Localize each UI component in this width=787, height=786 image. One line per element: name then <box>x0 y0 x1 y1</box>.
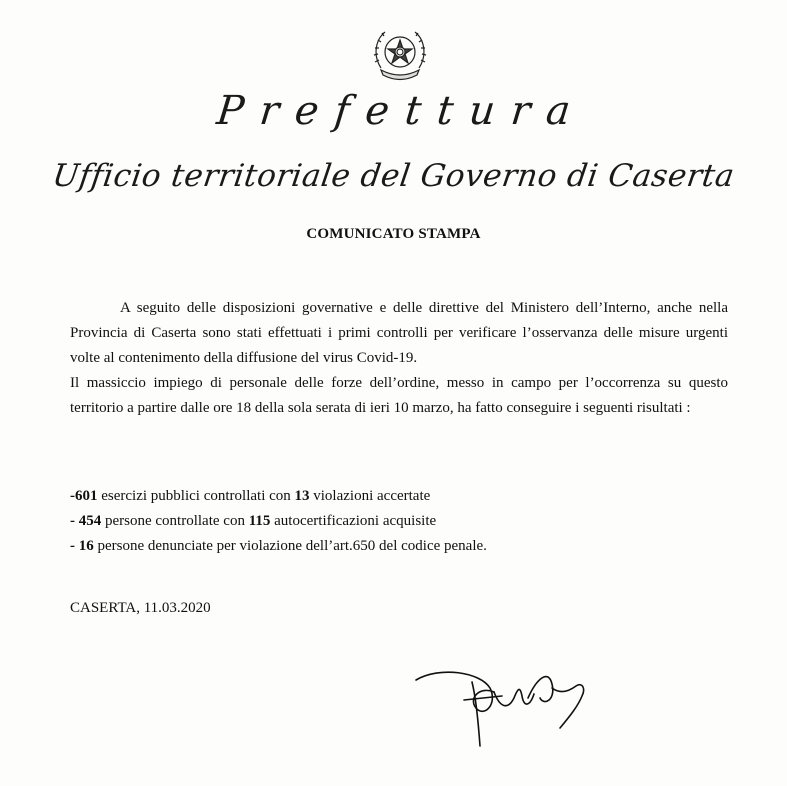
italian-republic-emblem-icon <box>371 24 429 84</box>
paragraph-operations: Il massiccio impiego di personale delle forze dell’ordine, messo in campo per l’occorrenza su questo territorio a partire dalle ore 18 della sola serata di ieri 10 marzo, ha fatto conseguire i seguenti risultati : <box>70 375 728 416</box>
document-heading: COMUNICATO STAMPA <box>306 226 481 242</box>
header-title: Prefettura <box>214 88 589 134</box>
place-date: CASERTA, 11.03.2020 <box>70 600 211 616</box>
paragraph-intro: A seguito delle disposizioni governative e delle direttive del Ministero dell’Interno, anche nella Provincia di Caserta sono stati effettuati i primi controlli per verificare l’osservanza delle misure urgenti volte al contenimento della diffusione del virus Covid-19. <box>70 300 728 366</box>
document-body <box>70 296 728 421</box>
results-list <box>70 484 487 559</box>
list-item: - 16 persone denunciate per violazione dell’art.650 del codice penale. <box>70 538 487 554</box>
header-subtitle: Ufficio territoriale del Governo di Caserta <box>50 158 737 194</box>
list-item: -601 esercizi pubblici controllati con 13 violazioni accertate <box>70 488 431 504</box>
list-item: - 454 persone controllate con 115 autocertificazioni acquisite <box>70 513 437 529</box>
handwritten-signature-icon <box>410 658 600 758</box>
